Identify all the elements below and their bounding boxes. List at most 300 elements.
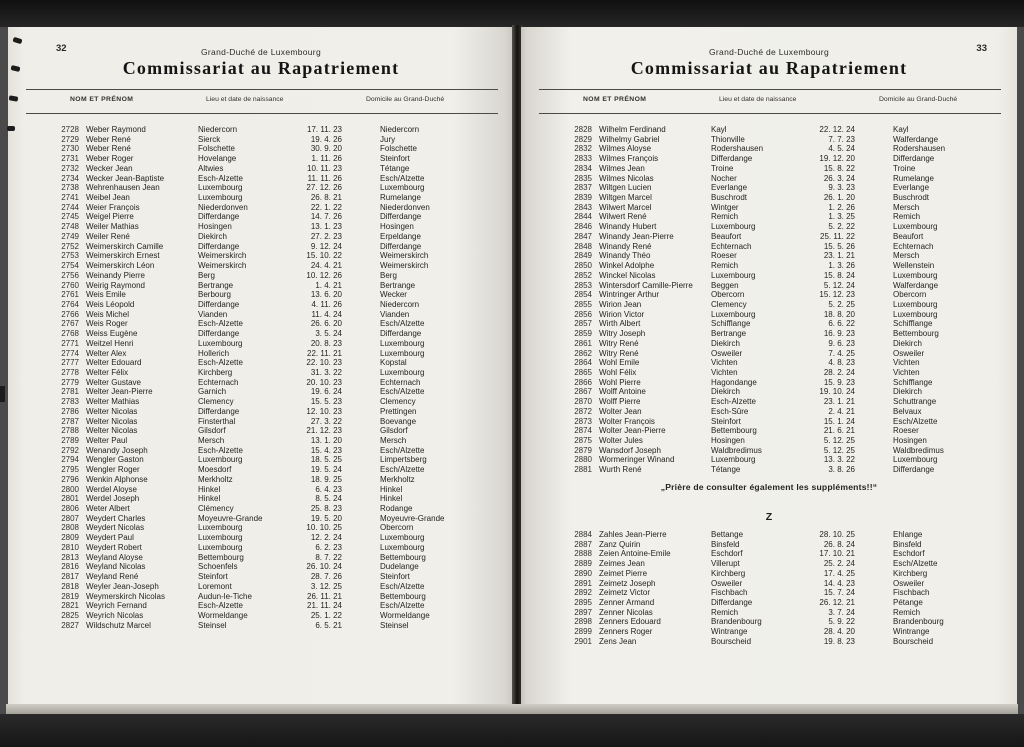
entry-birthdate: 26. 1. 20 (823, 193, 855, 203)
table-row (521, 144, 1017, 154)
entry-domicile: Vianden (380, 309, 410, 319)
entry-number: 2749 (61, 231, 79, 241)
entry-number: 2728 (61, 125, 79, 134)
entry-domicile: Mersch (893, 251, 920, 261)
entry-birthdate: 5. 2. 25 (828, 299, 855, 309)
entry-birthplace: Differdange (198, 212, 240, 222)
entry-name: Welter Jean-Pierre (86, 387, 153, 397)
entry-birthdate: 21. 6. 21 (823, 426, 855, 436)
registry-table (521, 125, 1017, 475)
entry-birthplace: Clemency (711, 299, 747, 309)
entry-birthplace: Bertrange (198, 280, 234, 290)
entry-name: Zenners Roger (599, 627, 653, 637)
entry-domicile: Boevange (380, 416, 417, 426)
entry-domicile: Differdange (380, 241, 422, 251)
entry-birthdate: 1. 2. 26 (828, 202, 855, 212)
table-row (8, 465, 514, 475)
entry-number: 2754 (61, 261, 79, 271)
entry-number: 2848 (574, 241, 592, 251)
entry-birthplace: Bourscheid (711, 636, 752, 646)
entry-birthplace: Obercorn (711, 290, 745, 300)
table-row (8, 562, 514, 572)
entry-birthplace: Wintger (711, 202, 739, 212)
table-row (521, 164, 1017, 174)
entry-name: Witry René (599, 348, 639, 358)
entry-number: 2774 (61, 348, 79, 358)
table-row (8, 310, 514, 320)
entry-birthplace: Troine (711, 163, 734, 173)
entry-domicile: Binsfeld (893, 539, 922, 549)
table-row (521, 579, 1017, 589)
entry-birthplace: Luxembourg (198, 338, 243, 348)
entry-name: Weyland Aloyse (86, 552, 143, 562)
registry-table-z (521, 530, 1017, 647)
entry-birthplace: Echternach (198, 377, 239, 387)
entry-domicile: Wecker (380, 290, 407, 300)
table-row (521, 251, 1017, 261)
entry-number: 2821 (61, 601, 79, 611)
entry-birthplace: Bettembourg (198, 552, 244, 562)
entry-number: 2849 (574, 251, 592, 261)
entry-name: Weibel Jean (86, 193, 130, 203)
entry-birthplace: Steinsel (198, 620, 227, 630)
entry-birthdate: 7. 7. 23 (828, 134, 855, 144)
table-row (521, 310, 1017, 320)
entry-domicile: Esch/Alzette (380, 173, 425, 183)
entry-domicile: Hosingen (893, 436, 927, 445)
entry-name: Weyland Nicolas (86, 562, 146, 572)
table-row (8, 125, 514, 135)
entry-birthdate: 5. 12. 24 (823, 280, 855, 290)
entry-domicile: Obercorn (893, 290, 927, 300)
entry-number: 2734 (61, 173, 79, 183)
entry-number: 2856 (574, 309, 592, 319)
entry-domicile: Luxembourg (893, 309, 938, 319)
entry-birthdate: 1. 3. 25 (828, 212, 855, 222)
entry-domicile: Niedercorn (380, 299, 420, 309)
entry-birthplace: Garnich (198, 387, 227, 397)
table-row (8, 407, 514, 417)
entry-birthplace: Buschrodt (711, 193, 748, 203)
entry-number: 2866 (574, 377, 592, 387)
entry-birthplace: Berg (198, 270, 215, 280)
entry-domicile: Walferdange (893, 280, 939, 290)
table-row (521, 368, 1017, 378)
supplements-note: „Prière de consulter également les suppléments!!“ (660, 482, 878, 492)
entry-birthplace: Bettange (711, 530, 744, 539)
table-row (521, 222, 1017, 232)
entry-name: Wecker Jean-Baptiste (86, 173, 165, 183)
entry-birthdate: 2. 4. 21 (828, 406, 855, 416)
entry-birthplace: Remich (711, 607, 739, 617)
entry-birthplace: Vichten (711, 358, 738, 368)
entry-birthdate: 25. 11. 22 (820, 231, 855, 241)
entry-domicile: Rumelange (380, 193, 421, 203)
entry-name: Wirion Victor (599, 309, 645, 319)
table-row (521, 540, 1017, 550)
scan-artifact (7, 126, 15, 131)
table-row (8, 378, 514, 388)
page-number: 32 (56, 43, 67, 54)
entry-name: Weber Roger (86, 154, 134, 164)
entry-domicile: Luxembourg (380, 533, 425, 543)
entry-birthdate: 8. 7. 22 (315, 552, 342, 562)
entry-number: 2786 (61, 406, 79, 416)
column-header-domicile: Domicile au Grand-Duché (879, 96, 958, 103)
entry-number: 2752 (61, 241, 79, 251)
entry-birthdate: 3. 8. 26 (828, 465, 855, 475)
registry-table (8, 125, 514, 630)
table-row (521, 261, 1017, 271)
entry-number: 2872 (574, 406, 592, 416)
entry-name: Wenkin Alphonse (86, 474, 148, 484)
table-row (521, 530, 1017, 540)
entry-birthplace: Weimerskirch (198, 251, 247, 261)
entry-number: 2730 (61, 144, 79, 154)
entry-name: Zenner Armand (599, 598, 655, 608)
entry-birthplace: Esch-Alzette (198, 358, 243, 368)
entry-name: Weigel Pierre (86, 212, 134, 222)
entry-name: Weydert Robert (86, 542, 142, 552)
entry-birthplace: Esch-Alzette (198, 173, 243, 183)
page-right (521, 27, 1017, 706)
entry-domicile: Dudelange (380, 562, 419, 572)
entry-number: 2897 (574, 607, 592, 617)
entry-number: 2741 (61, 193, 79, 203)
entry-domicile: Kirchberg (893, 568, 928, 578)
entry-domicile: Moyeuvre-Grande (380, 513, 445, 523)
table-row (8, 271, 514, 281)
entry-birthplace: Folschette (198, 144, 235, 154)
entry-domicile: Weimerskirch (380, 251, 429, 261)
table-row (8, 251, 514, 261)
entry-domicile: Troine (893, 163, 916, 173)
entry-domicile: Jury (380, 134, 396, 144)
entry-number: 2844 (574, 212, 592, 222)
entry-name: Wiltgen Lucien (599, 183, 652, 193)
entry-number: 2835 (574, 173, 592, 183)
entry-number: 2839 (574, 193, 592, 203)
entry-birthdate: 31. 3. 22 (310, 367, 342, 377)
divider (539, 89, 1001, 90)
table-row (8, 426, 514, 436)
table-row (521, 183, 1017, 193)
entry-number: 2816 (61, 562, 79, 572)
entry-name: Witry René (599, 338, 639, 348)
table-row (521, 627, 1017, 637)
entry-birthdate: 15. 12. 23 (819, 290, 855, 300)
entry-birthdate: 17. 4. 25 (823, 568, 855, 578)
entry-birthplace: Luxembourg (198, 542, 243, 552)
table-row (8, 300, 514, 310)
entry-name: Wintringer Arthur (599, 290, 660, 300)
entry-domicile: Rumelange (893, 173, 934, 183)
entry-birthdate: 9. 12. 24 (310, 241, 342, 251)
entry-number: 2732 (61, 163, 79, 173)
entry-number: 2859 (574, 329, 592, 339)
entry-birthplace: Bertrange (711, 329, 747, 339)
table-row (521, 446, 1017, 456)
page-title: Commissariat au Rapatriement (122, 58, 400, 78)
entry-domicile: Bettembourg (893, 329, 939, 339)
table-row (8, 436, 514, 446)
entry-birthdate: 18. 5. 25 (310, 455, 342, 465)
entry-number: 2731 (61, 154, 79, 164)
table-row (521, 407, 1017, 417)
table-row (8, 417, 514, 427)
entry-birthdate: 17. 11. 23 (307, 125, 342, 134)
entry-birthplace: Binsfeld (711, 539, 740, 549)
entry-birthplace: Rodershausen (711, 144, 764, 154)
entry-birthdate: 12. 10. 23 (306, 406, 342, 416)
entry-birthdate: 10. 10. 25 (306, 523, 342, 533)
entry-domicile: Kopstal (380, 358, 407, 368)
entry-birthdate: 13. 3. 22 (823, 455, 855, 465)
table-row (8, 174, 514, 184)
entry-name: Weiler René (86, 231, 130, 241)
page-title: Commissariat au Rapatriement (630, 58, 908, 78)
entry-birthplace: Hagondange (711, 377, 757, 387)
entry-birthplace: Altwies (198, 163, 224, 173)
running-header: Grand-Duché de Luxembourg (201, 47, 321, 57)
entry-number: 2853 (574, 280, 592, 290)
entry-number: 2857 (574, 319, 592, 329)
entry-number: 2898 (574, 617, 592, 627)
entry-domicile: Luxembourg (893, 270, 938, 280)
entry-domicile: Osweiler (893, 348, 925, 358)
entry-birthdate: 27. 2. 23 (310, 231, 342, 241)
entry-domicile: Fischbach (893, 588, 930, 598)
entry-birthplace: Vichten (711, 367, 738, 377)
entry-birthplace: Niedercorn (198, 125, 238, 134)
entry-domicile: Schifflange (893, 377, 933, 387)
entry-domicile: Prettingen (380, 406, 417, 416)
entry-birthplace: Luxembourg (711, 222, 756, 232)
entry-number: 2854 (574, 290, 592, 300)
entry-name: Werdel Joseph (86, 494, 140, 504)
entry-birthplace: Differdange (198, 299, 240, 309)
entry-birthdate: 13. 1. 20 (310, 436, 342, 445)
entry-birthdate: 26. 3. 24 (823, 173, 855, 183)
entry-domicile: Berg (380, 270, 397, 280)
entry-name: Wilwert René (599, 212, 647, 222)
entry-domicile: Buschrodt (893, 193, 930, 203)
running-header: Grand-Duché de Luxembourg (709, 47, 829, 57)
entry-name: Wohl Emile (599, 358, 640, 368)
entry-birthplace: Differdange (711, 154, 753, 164)
entry-birthplace: Gilsdorf (198, 426, 226, 436)
entry-name: Wolter Jules (599, 436, 643, 445)
entry-name: Weis Michel (86, 309, 129, 319)
table-row (521, 617, 1017, 627)
column-header-birth: Lieu et date de naissance (719, 96, 797, 103)
entry-domicile: Luxembourg (380, 338, 425, 348)
table-row (8, 592, 514, 602)
entry-birthplace: Steinfort (711, 416, 741, 426)
entry-domicile: Osweiler (893, 578, 925, 588)
entry-number: 2768 (61, 329, 79, 339)
table-row (521, 358, 1017, 368)
entry-number: 2873 (574, 416, 592, 426)
entry-name: Weiss Eugène (86, 329, 138, 339)
entry-name: Wilmes Aloyse (599, 144, 652, 154)
entry-name: Welter Nicolas (86, 426, 138, 436)
table-row (8, 446, 514, 456)
entry-birthdate: 14. 4. 23 (823, 578, 855, 588)
entry-birthdate: 15. 4. 23 (310, 445, 342, 455)
entry-birthplace: Waldbredimus (711, 445, 762, 455)
scanner-background-top (0, 0, 1024, 27)
table-row (8, 514, 514, 524)
entry-name: Wormeringer Winand (599, 455, 675, 465)
table-row (8, 455, 514, 465)
entry-birthdate: 19. 8. 23 (823, 636, 855, 646)
entry-domicile: Echternach (893, 241, 934, 251)
entry-name: Wohl Félix (599, 367, 637, 377)
entry-birthdate: 28. 2. 24 (823, 367, 855, 377)
entry-domicile: Limpertsberg (380, 455, 427, 465)
entry-name: Weinandy Pierre (86, 270, 145, 280)
entry-birthplace: Hinkel (198, 494, 221, 504)
table-row (8, 329, 514, 339)
entry-number: 2777 (61, 358, 79, 368)
entry-number: 2827 (61, 620, 79, 630)
entry-domicile: Wormeldange (380, 610, 430, 620)
table-row (521, 135, 1017, 145)
entry-birthdate: 3. 12. 25 (310, 581, 342, 591)
entry-number: 2807 (61, 513, 79, 523)
table-row (8, 154, 514, 164)
entry-number: 2764 (61, 299, 79, 309)
entry-name: Zenner Nicolas (599, 607, 653, 617)
entry-number: 2788 (61, 426, 79, 436)
entry-name: Welter Alex (86, 348, 127, 358)
entry-birthplace: Wormeldange (198, 610, 248, 620)
entry-number: 2817 (61, 572, 79, 582)
table-row (521, 349, 1017, 359)
entry-domicile: Bourscheid (893, 636, 934, 646)
entry-birthdate: 18. 8. 20 (823, 309, 855, 319)
entry-birthdate: 6. 4. 23 (315, 484, 342, 494)
entry-birthdate: 25. 1. 22 (310, 610, 342, 620)
entry-birthplace: Differdange (711, 598, 753, 608)
table-row (8, 242, 514, 252)
entry-name: Weitzel Henri (86, 338, 134, 348)
entry-domicile: Weimerskirch (380, 261, 429, 271)
table-row (521, 271, 1017, 281)
entry-name: Winandy René (599, 241, 652, 251)
entry-domicile: Vichten (893, 358, 920, 368)
entry-birthplace: Schoenfels (198, 562, 238, 572)
entry-birthplace: Luxembourg (198, 523, 243, 533)
entry-birthdate: 22. 10. 23 (306, 358, 342, 368)
entry-birthdate: 6. 2. 23 (315, 542, 342, 552)
entry-name: Welter Paul (86, 436, 128, 445)
entry-domicile: Luxembourg (380, 348, 425, 358)
table-row (521, 232, 1017, 242)
table-row (8, 494, 514, 504)
entry-birthdate: 15. 9. 23 (823, 377, 855, 387)
divider (539, 113, 1001, 114)
entry-number: 2801 (61, 494, 79, 504)
entry-domicile: Erpeldange (380, 231, 421, 241)
entry-domicile: Luxembourg (380, 542, 425, 552)
table-row (521, 387, 1017, 397)
entry-name: Wilmes Nicolas (599, 173, 654, 183)
entry-domicile: Luxembourg (380, 183, 425, 193)
table-row (8, 261, 514, 271)
table-row (521, 193, 1017, 203)
entry-birthplace: Beggen (711, 280, 739, 290)
entry-number: 2899 (574, 627, 592, 637)
table-row (8, 193, 514, 203)
entry-number: 2870 (574, 397, 592, 407)
entry-number: 2806 (61, 504, 79, 514)
entry-domicile: Rodershausen (893, 144, 946, 154)
entry-birthdate: 14. 7. 26 (310, 212, 342, 222)
entry-name: Welter Nicolas (86, 406, 138, 416)
table-row (8, 504, 514, 514)
entry-birthdate: 10. 11. 23 (307, 163, 342, 173)
entry-domicile: Steinfort (380, 572, 410, 582)
entry-birthplace: Berbourg (198, 290, 231, 300)
entry-number: 2800 (61, 484, 79, 494)
table-row (521, 300, 1017, 310)
entry-number: 2892 (574, 588, 592, 598)
entry-birthplace: Clemency (198, 397, 234, 407)
entry-number: 2884 (574, 530, 592, 539)
table-row (521, 549, 1017, 559)
entry-birthdate: 26. 12. 21 (819, 598, 855, 608)
entry-name: Weimerskirch Ernest (86, 251, 160, 261)
entry-birthplace: Differdange (198, 406, 240, 416)
entry-name: Wilhelm Ferdinand (599, 125, 666, 134)
entry-birthdate: 25. 2. 24 (823, 559, 855, 569)
entry-birthdate: 18. 9. 25 (310, 474, 342, 484)
table-row (8, 611, 514, 621)
column-headers (8, 96, 514, 110)
entry-birthdate: 4. 8. 23 (828, 358, 855, 368)
entry-domicile: Luxembourg (380, 367, 425, 377)
entry-birthplace: Luxembourg (198, 193, 243, 203)
section-letter: Z (765, 511, 773, 523)
entry-number: 2895 (574, 598, 592, 608)
table-row (8, 164, 514, 174)
entry-number: 2795 (61, 465, 79, 475)
entry-birthdate: 5. 12. 25 (823, 445, 855, 455)
table-row (521, 329, 1017, 339)
entry-domicile: Esch/Alzette (380, 445, 425, 455)
entry-domicile: Esch/Alzette (380, 601, 425, 611)
entry-number: 2779 (61, 377, 79, 387)
entry-birthplace: Moyeuvre-Grande (198, 513, 263, 523)
entry-number: 2760 (61, 280, 79, 290)
entry-birthplace: Luxembourg (198, 533, 243, 543)
entry-name: Weier François (86, 202, 140, 212)
entry-name: Weirig Raymond (86, 280, 145, 290)
table-row (521, 319, 1017, 329)
entry-name: Zeimetz Joseph (599, 578, 656, 588)
entry-birthplace: Thionville (711, 134, 745, 144)
entry-birthdate: 19. 4. 26 (310, 134, 342, 144)
entry-name: Werdel Aloyse (86, 484, 137, 494)
entry-birthplace: Remich (711, 261, 739, 271)
entry-number: 2819 (61, 591, 79, 601)
entry-birthdate: 21. 11. 24 (307, 601, 342, 611)
entry-name: Wilwert Marcel (599, 202, 652, 212)
table-row (8, 135, 514, 145)
entry-number: 2855 (574, 299, 592, 309)
